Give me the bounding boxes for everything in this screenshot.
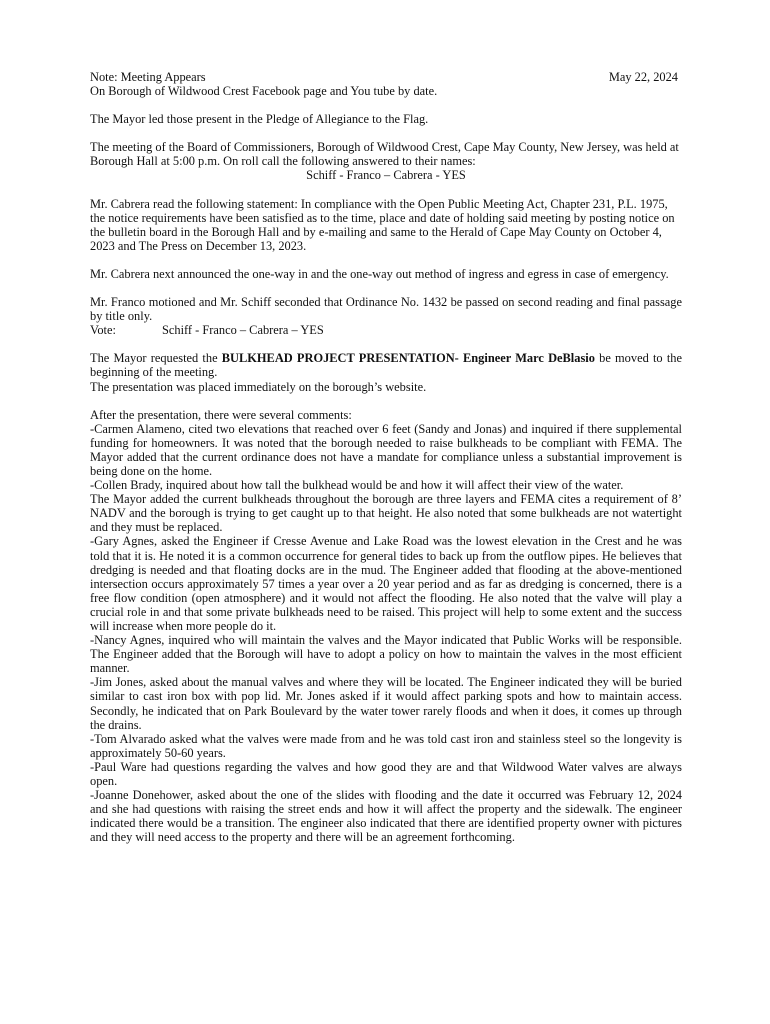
pledge-paragraph: The Mayor led those present in the Pledge of Allegiance to the Flag. (90, 112, 429, 127)
comment-item: -Paul Ware had questions regarding the valves and how good they are and that Wildwood Water valves are always open. (90, 759, 682, 789)
vote-row (90, 323, 682, 337)
comments-intro: After the presentation, there were several comments: (90, 407, 352, 422)
comment-item: -Carmen Alameno, cited two elevations that reached over 6 feet (Sandy and Jonas) and inquired if there supplemental funding for homeowners. It was noted that the borough needed to raise bulkheads to be compliant with FEMA. The Mayor added that the current ordinance does not have a mandate for compliance unless a substantial improvement is being done on the home. (90, 421, 682, 478)
vote-value: Schiff - Franco – Cabrera – YES (162, 323, 324, 338)
header-note: Note: Meeting Appears (90, 70, 206, 84)
presentation-placed: The presentation was placed immediately on the borough’s website. (90, 379, 427, 394)
roll-call-line: Schiff - Franco – Cabrera - YES (306, 168, 466, 183)
header-date: May 22, 2024 (608, 70, 678, 84)
document-page (90, 70, 682, 845)
presentation-title: BULKHEAD PROJECT PRESENTATION- Engineer Marc DeBlasio (221, 351, 595, 366)
meeting-paragraph: The meeting of the Board of Commissioners, Borough of Wildwood Crest, Cape May County, New Jersey, was held at Borough Hall at 5:00 p.m. On roll call the following answered to their names: (90, 140, 679, 169)
comments-block (90, 408, 682, 845)
comment-item: -Collen Brady, inquired about how tall the bulkhead would be and how it will affect their view of the water. (90, 478, 624, 493)
presentation-block (90, 351, 682, 393)
egress-paragraph: Mr. Cabrera next announced the one-way in and the one-way out method of ingress and egress in case of emergency. (90, 266, 669, 281)
header-row (90, 70, 682, 84)
comment-item: -Joanne Donehower, asked about the one of the slides with flooding and the date it occurred was February 12, 2024 and she had questions with raising the street ends and how it will affect the property and the sidewalk. The engineer indicated there would be a transition. The engineer also indicated that there are identified property owner with pictures and they will need access to the property and there will be an agreement forthcoming. (90, 788, 682, 845)
comment-item: -Tom Alvarado asked what the valves were made from and he was told cast iron and stainless steel so the longevity is approximately 50-60 years. (90, 731, 682, 760)
ordinance-paragraph: Mr. Franco motioned and Mr. Schiff seconded that Ordinance No. 1432 be passed on second reading and final passage by title only. (90, 295, 682, 324)
comment-item: The Mayor added the current bulkheads throughout the borough are three layers and FEMA cites a requirement of 8’ NADV and the borough is trying to get caught up to that height. He also noted that some bulkheads are not watertight and they must be replaced. (90, 492, 682, 535)
ordinance-block (90, 295, 682, 337)
header-subline: On Borough of Wildwood Crest Facebook page and You tube by date. (90, 84, 438, 99)
header-block (90, 70, 682, 98)
statement-paragraph: Mr. Cabrera read the following statement: In compliance with the Open Public Meeting Act, Chapter 231, P.L. 1975, the notice requirements have been satisfied as to the time, place and date of holding said meeting by posting notice on the bulletin board in the Borough Hall and by e-mailing and same to the Herald of Cape May County on October 4, 2023 and The Press on December 13, 2023. (90, 196, 675, 253)
vote-label: Vote: (90, 323, 116, 338)
comment-item: -Gary Agnes, asked the Engineer if Cresse Avenue and Lake Road was the lowest elevation in the Crest and he was told that it is. He noted it is a common occurrence for general tides to back up from the outflow pipes. He believes that dredging is needed and that floating docks are in the mud. The Engineer added that flooding at the above-mentioned intersection occurs approximately 57 times a year over a 20 year period and as far as dredging is concerned, there is a free flow condition (open atmosphere) and it would not affect the flooding. He also noted that the valve will play a crucial role in and that some private bulkheads need to be raised. This project will help to some extent and the success will increase when more people do it. (90, 534, 682, 633)
presentation-before: The Mayor requested the (90, 351, 222, 366)
comment-item: -Jim Jones, asked about the manual valves and where they will be located. The Engineer indicated they will be buried similar to cast iron box with pop lid. Mr. Jones asked if it would affect parking spots and how to maintain access. Secondly, he indicated that on Park Boulevard by the water tower rarely floods and when it does, it comes up through the drains. (90, 675, 682, 732)
comment-item: -Nancy Agnes, inquired who will maintain the valves and the Mayor indicated that Public Works will be responsible. The Engineer added that the Borough will have to adopt a policy on how to maintain the valves in the most efficient manner. (90, 633, 682, 676)
presentation-after: be moved to the beginning of the meeting. (90, 351, 682, 380)
meeting-block (90, 140, 682, 182)
